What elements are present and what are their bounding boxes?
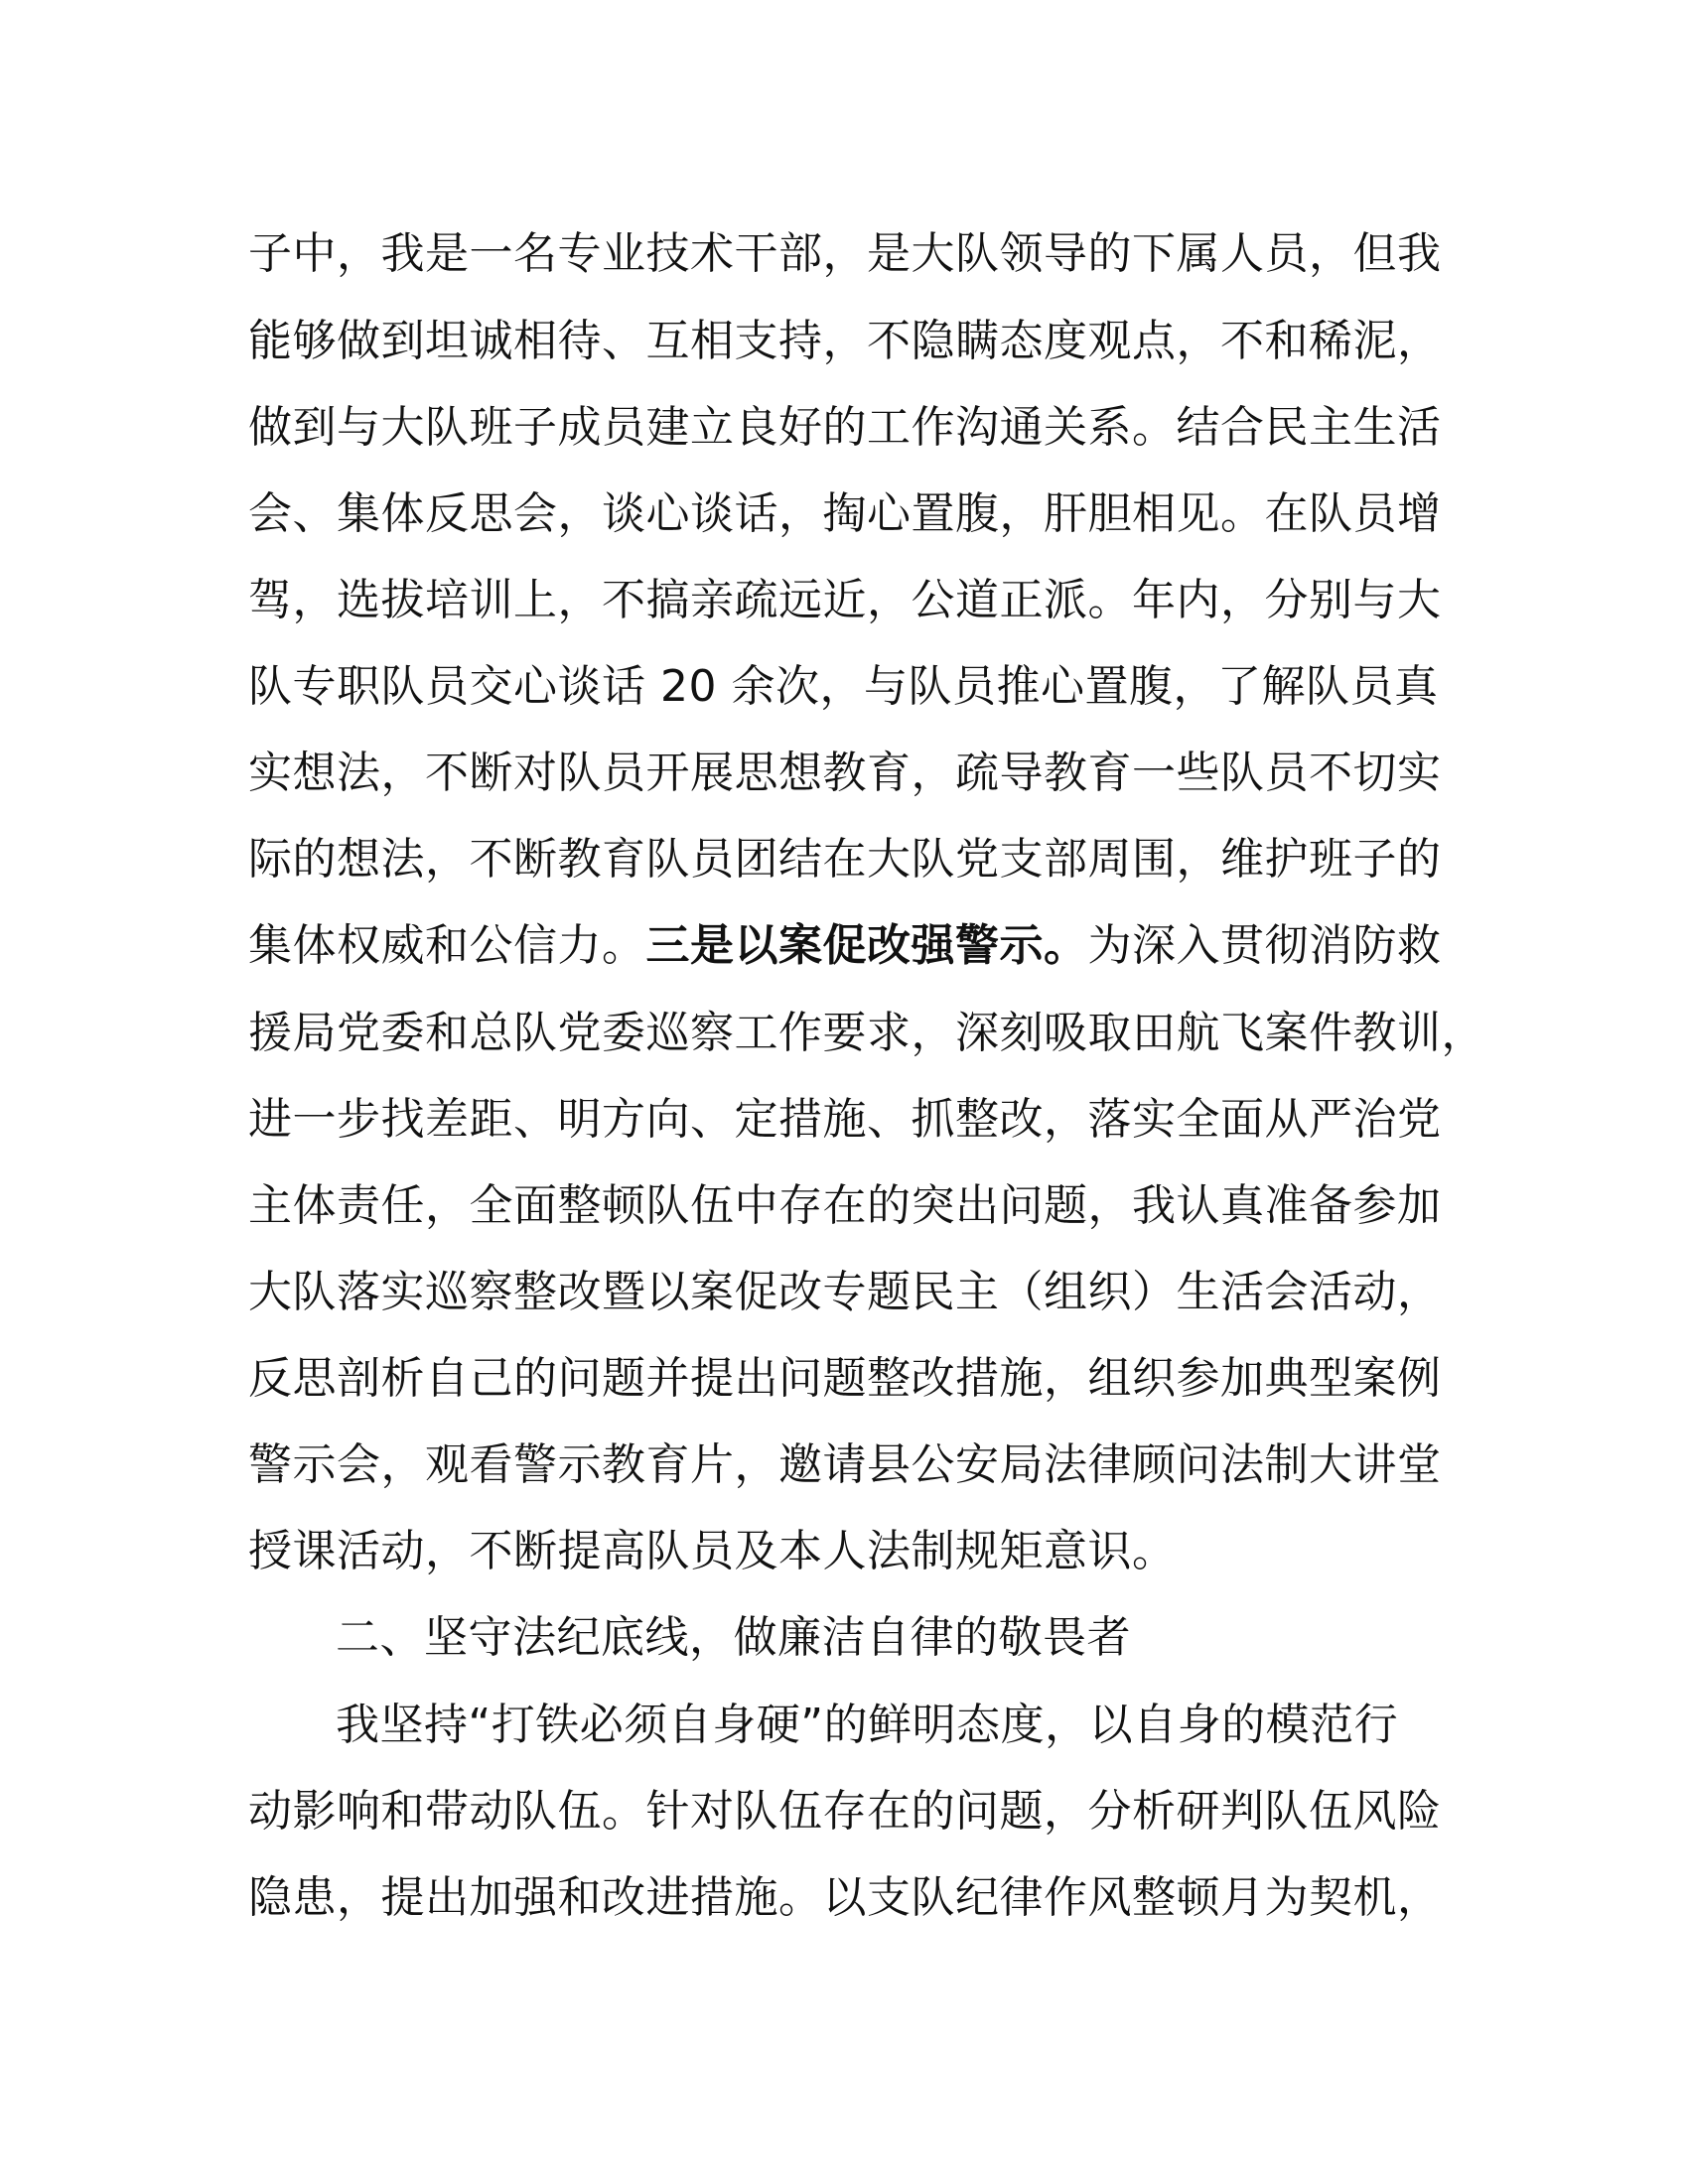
text-line: 反思剖析自己的问题并提出问题整改措施，组织参加典型案例 [248,1353,1442,1404]
text-line: 隐患，提出加强和改进措施。以支队纪律作风整顿月为契机， [248,1872,1442,1923]
text-line: 子中，我是一名专业技术干部，是大队领导的下属人员，但我 [248,228,1442,279]
section-heading: 二、坚守法纪底线，做廉洁自律的敬畏者 [336,1612,1131,1663]
bold-subheading: 三是以案促改强警示。 [645,920,1088,971]
text-line: 际的想法，不断教育队员团结在大队党支部周围，维护班子的 [248,834,1442,885]
text-line-mixed [248,902,1442,990]
text-line: 实想法，不断对队员开展思想教育，疏导教育一些队员不切实 [248,748,1442,798]
text-line: 做到与大队班子成员建立良好的工作沟通关系。结合民主生活 [248,402,1442,453]
text-line: 主体责任，全面整顿队伍中存在的突出问题，我认真准备参加 [248,1180,1442,1231]
text-line: 驾，选拔培训上，不搞亲疏远近，公道正派。年内，分别与大 [248,575,1442,625]
text-segment: 集体权威和公信力。 [248,920,646,971]
text-line: 会、集体反思会，谈心谈话，掏心置腹，肝胆相见。在队员增 [248,488,1442,539]
paragraph-first-line: 我坚持“打铁必须自身硬”的鲜明态度，以自身的模范行 [336,1700,1399,1750]
text-line: 动影响和带动队伍。针对队伍存在的问题，分析研判队伍风险 [248,1786,1442,1837]
text-line: 进一步找差距、明方向、定措施、抓整改，落实全面从严治党 [248,1094,1442,1145]
text-line: 警示会，观看警示教育片，邀请县公安局法律顾问法制大讲堂 [248,1439,1442,1490]
text-line: 授课活动，不断提高队员及本人法制规矩意识。 [248,1526,1177,1576]
text-line: 援局党委和总队党委巡察工作要求，深刻吸取田航飞案件教训， [248,1008,1485,1058]
text-line: 能够做到坦诚相待、互相支持，不隐瞒态度观点，不和稀泥， [248,316,1442,366]
text-line: 队专职队员交心谈话 20 余次，与队员推心置腹，了解队员真 [248,661,1439,712]
text-line: 大队落实巡察整改暨以案促改专题民主（组织）生活会活动， [248,1267,1442,1317]
text-segment: 为深入贯彻消防救 [1087,920,1442,971]
